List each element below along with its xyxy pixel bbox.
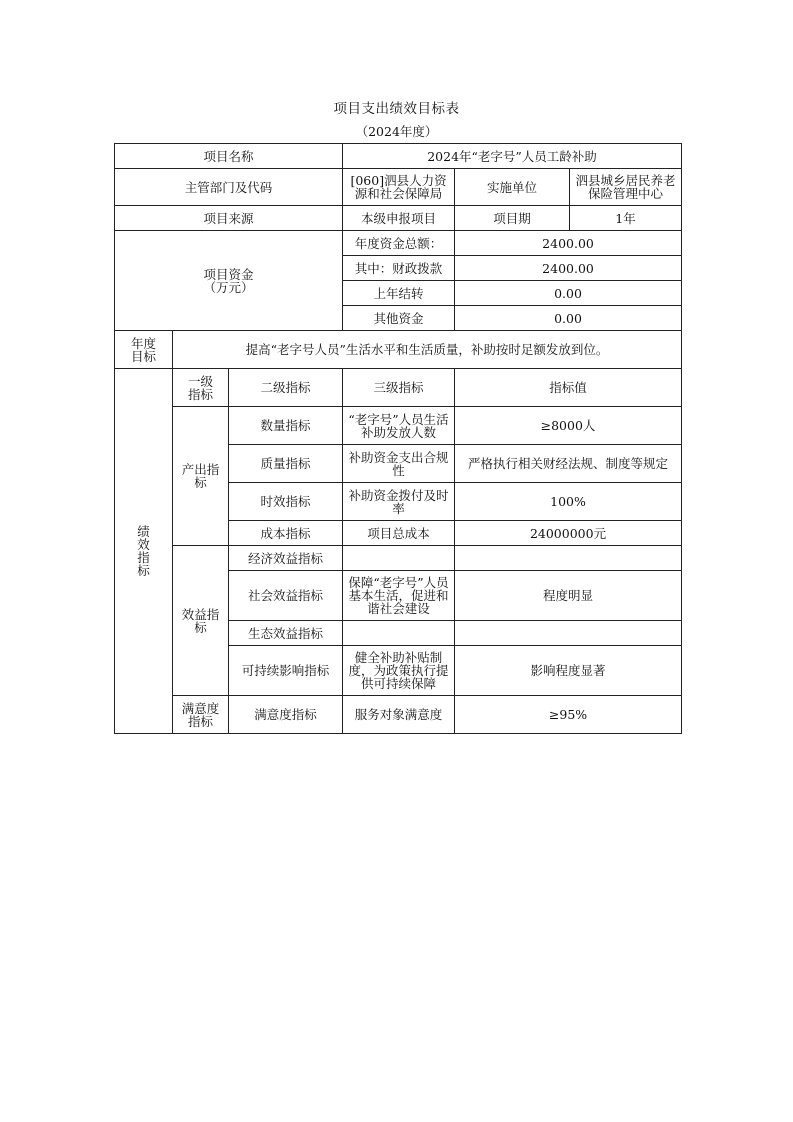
- value-cell: ≥95%: [455, 696, 682, 734]
- header-level1-line2: 指标: [187, 386, 213, 402]
- annual-goal-label: [115, 331, 173, 369]
- table-row: [115, 546, 682, 571]
- level3-cell: 健全补助补贴制度，为政策执行提供可持续保障: [343, 646, 455, 696]
- dept-value: [060]泗县人力资源和社会保障局: [343, 169, 455, 206]
- annual-goal-label-line2: 目标: [130, 348, 156, 364]
- output-label-line2: 标: [194, 475, 207, 490]
- level3-cell: 服务对象满意度: [343, 696, 455, 734]
- project-name-label: 项目名称: [115, 144, 343, 169]
- table-row: [115, 696, 682, 734]
- value-cell: [455, 621, 682, 646]
- header-value: 指标值: [455, 369, 682, 407]
- annual-goal-row: [115, 331, 682, 369]
- level2-cell: 数量指标: [229, 407, 343, 445]
- value-cell: 100%: [455, 483, 682, 521]
- value-cell: 24000000元: [455, 521, 682, 546]
- level2-cell: 经济效益指标: [229, 546, 343, 571]
- annual-goal-text: 提高“老字号人员”生活水平和生活质量，补助按时足额发放到位。: [173, 331, 682, 369]
- level2-cell: 生态效益指标: [229, 621, 343, 646]
- output-indicator-label: [173, 407, 229, 546]
- funds-fiscal-value: 2400.00: [455, 256, 682, 281]
- level3-cell: 项目总成本: [343, 521, 455, 546]
- funds-total-row: [115, 231, 682, 256]
- period-label: 项目期: [455, 206, 570, 231]
- funds-total-value: 2400.00: [455, 231, 682, 256]
- level2-cell: 成本指标: [229, 521, 343, 546]
- perf-label-char: 指: [137, 550, 150, 565]
- dept-label: 主管部门及代码: [115, 169, 343, 206]
- benefit-label-line2: 标: [194, 619, 207, 635]
- funds-label-line1: 项目资金: [203, 266, 254, 282]
- level3-cell: 补助资金拨付及时率: [343, 483, 455, 521]
- impl-unit-value: 泗县城乡居民养老保险管理中心: [570, 169, 682, 206]
- header-level1: [173, 369, 229, 407]
- level2-cell: 社会效益指标: [229, 571, 343, 621]
- project-name-value: 2024年“老字号”人员工龄补助: [343, 144, 682, 169]
- source-value: 本级申报项目: [343, 206, 455, 231]
- level3-cell: 补助资金支出合规性: [343, 445, 455, 483]
- document-title: 项目支出绩效目标表: [333, 101, 460, 117]
- perf-label-char: 绩: [137, 524, 150, 539]
- source-label: 项目来源: [115, 206, 343, 231]
- level2-cell: 满意度指标: [229, 696, 343, 734]
- value-cell: 影响程度显著: [455, 646, 682, 696]
- benefit-indicator-label: [173, 546, 229, 696]
- header-level3: 三级指标: [343, 369, 455, 407]
- perf-label-char: 标: [137, 563, 150, 578]
- period-value: 1年: [570, 206, 682, 231]
- document-subtitle: （2024年度）: [355, 124, 438, 139]
- satisfaction-label-line2: 指标: [187, 713, 213, 729]
- level2-cell: 时效指标: [229, 483, 343, 521]
- source-row: [115, 206, 682, 231]
- level3-cell: 保障“老字号”人员基本生活，促进和谐社会建设: [343, 571, 455, 621]
- funds-carryover-label: 上年结转: [343, 281, 455, 306]
- department-row: [115, 169, 682, 206]
- performance-indicator-label: [115, 369, 173, 734]
- level2-cell: 可持续影响指标: [229, 646, 343, 696]
- funds-fiscal-label: 其中：财政拨款: [343, 256, 455, 281]
- funds-label: [115, 231, 343, 331]
- value-cell: 严格执行相关财经法规、制度等规定: [455, 445, 682, 483]
- value-cell: ≥8000人: [455, 407, 682, 445]
- table-row: [115, 407, 682, 445]
- level3-cell: [343, 546, 455, 571]
- funds-other-label: 其他资金: [343, 306, 455, 331]
- level2-cell: 质量指标: [229, 445, 343, 483]
- funds-other-value: 0.00: [455, 306, 682, 331]
- level3-cell: [343, 621, 455, 646]
- funds-label-line2: （万元）: [203, 279, 254, 295]
- funds-carryover-value: 0.00: [455, 281, 682, 306]
- annual-goal-label-line1: 年度: [130, 335, 156, 351]
- value-cell: [455, 546, 682, 571]
- header-level1-line1: 一级: [187, 373, 213, 389]
- benefit-label-line1: 效益指: [181, 606, 220, 622]
- satisfaction-indicator-label: [173, 696, 229, 734]
- impl-unit-label: 实施单位: [455, 169, 570, 206]
- indicator-header-row: [115, 369, 682, 407]
- performance-goal-table: [114, 143, 682, 734]
- satisfaction-label-line1: 满意度: [181, 700, 220, 716]
- project-name-row: [115, 144, 682, 169]
- output-label-line1: 产出指: [181, 462, 220, 477]
- header-level2: 二级指标: [229, 369, 343, 407]
- level3-cell: “老字号”人员生活补助发放人数: [343, 407, 455, 445]
- funds-total-label: 年度资金总额：: [343, 231, 455, 256]
- value-cell: 程度明显: [455, 571, 682, 621]
- perf-label-char: 效: [137, 537, 150, 552]
